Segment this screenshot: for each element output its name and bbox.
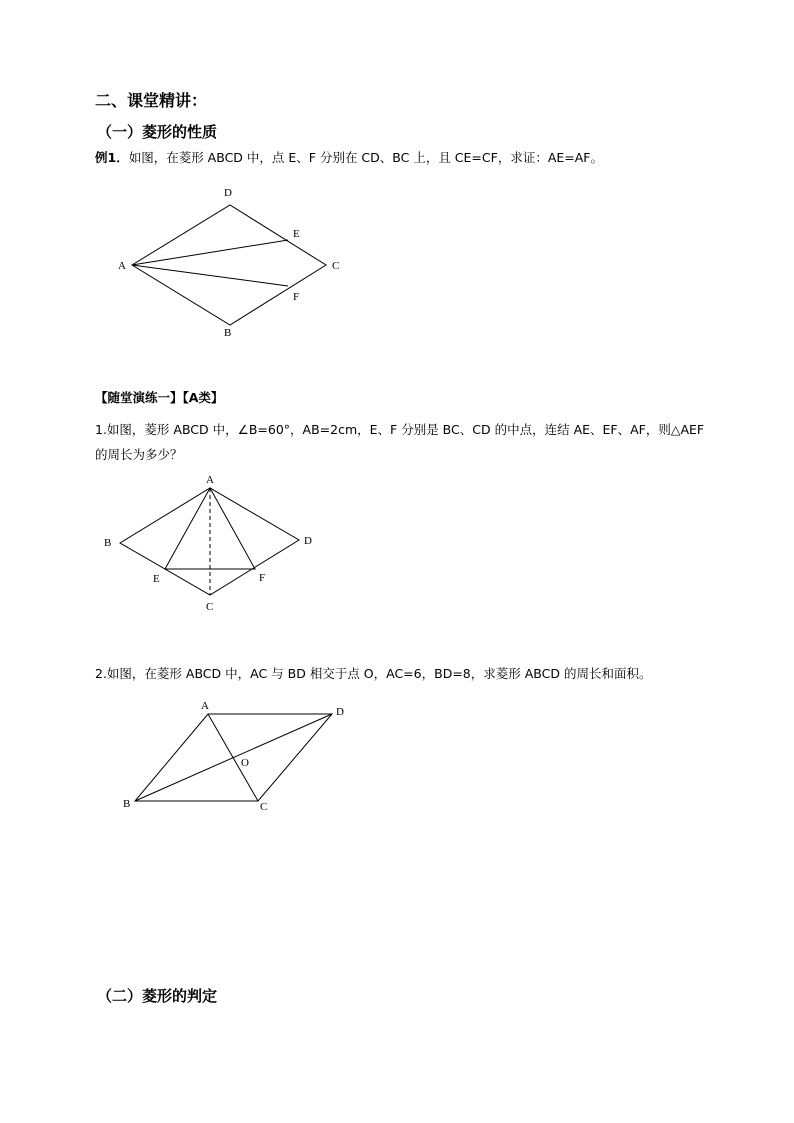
subsection-title-criteria: （二）菱形的判定 <box>97 987 218 1005</box>
fig2-label-a: A <box>206 474 214 486</box>
fig1-label-e: E <box>293 228 300 240</box>
subsection-title-properties: （一）菱形的性质 <box>97 123 218 141</box>
question-1-line-2: 的周长为多少？ <box>95 447 183 462</box>
fig1-label-b: B <box>224 327 232 339</box>
example-1-text: 如图，在菱形 ABCD 中，点 E、F 分别在 CD、BC 上，且 CE=CF，求证：AE=AF。 <box>128 150 603 165</box>
fig3-label-a: A <box>201 700 209 712</box>
question-1-line-1: 1.如图，菱形 ABCD 中，∠B=60°，AB=2cm，E、F 分别是 BC、CD 的中点，连结 AE、EF、AF，则△AEF <box>95 422 705 437</box>
fig2-label-e: E <box>153 573 160 585</box>
practice-heading: 【随堂演练一】【A类】 <box>95 390 224 405</box>
fig3-diagonal-bd <box>135 714 332 801</box>
example-1-label: 例1． <box>95 150 129 165</box>
question-2: 2.如图，在菱形 ABCD 中，AC 与 BD 相交于点 O，AC=6，BD=8，求菱形 ABCD 的周长和面积。 <box>95 666 652 681</box>
fig1-label-d: D <box>224 187 232 199</box>
fig1-label-f: F <box>293 291 300 303</box>
fig3-label-b: B <box>123 798 131 810</box>
fig2-label-c: C <box>206 601 214 613</box>
fig3-label-c: C <box>260 801 268 813</box>
fig1-label-a: A <box>118 260 126 272</box>
fig3-label-o: O <box>241 757 249 769</box>
fig3-label-d: D <box>336 706 344 718</box>
fig2-label-f: F <box>259 572 266 584</box>
section-title: 二、课堂精讲： <box>95 91 208 110</box>
fig2-label-b: B <box>104 537 112 549</box>
fig2-label-d: D <box>304 535 312 547</box>
fig1-label-c: C <box>332 260 340 272</box>
